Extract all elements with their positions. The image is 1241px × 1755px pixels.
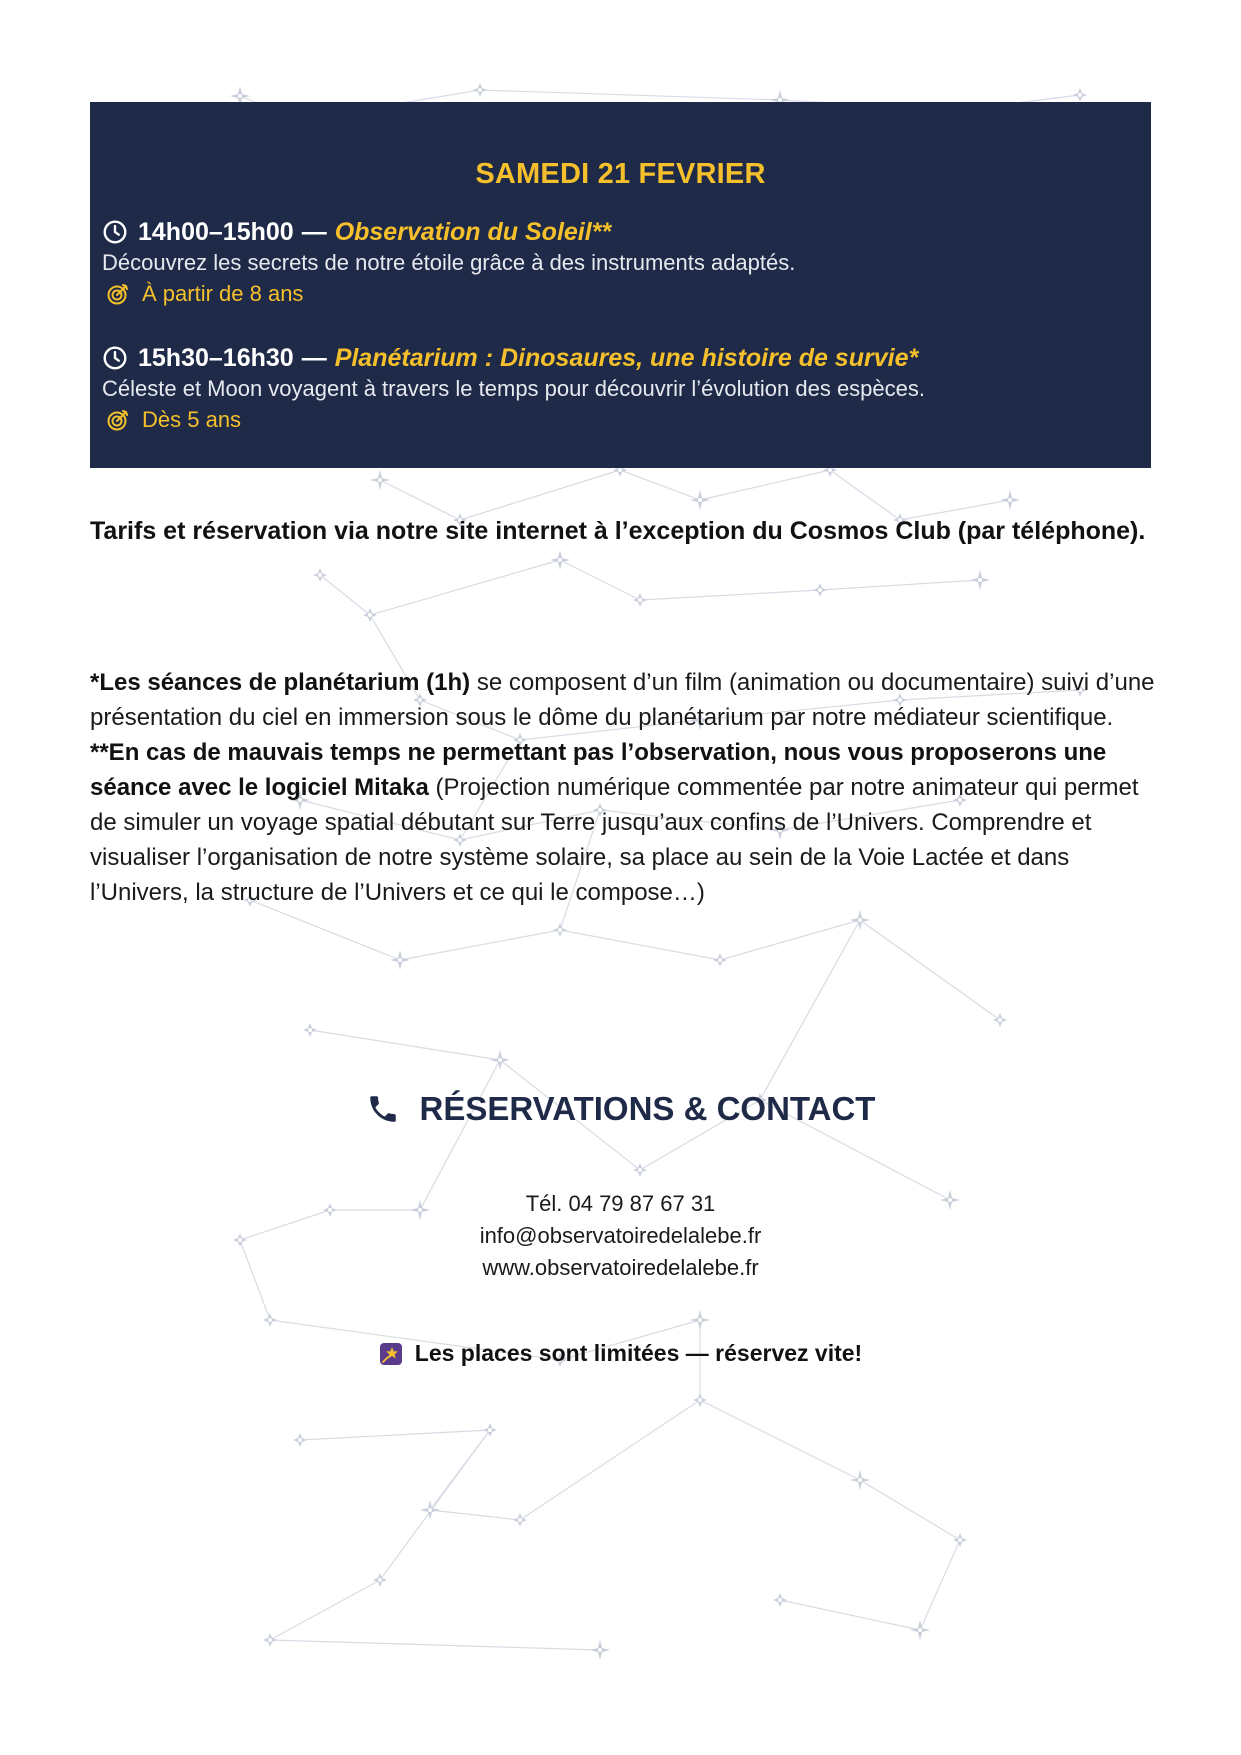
star-icon — [473, 83, 487, 97]
planetarium-note-bold: *Les séances de planétarium (1h) — [90, 669, 471, 696]
star-icon — [773, 1593, 787, 1607]
call-to-action — [0, 1340, 1241, 1367]
target-icon — [106, 408, 130, 432]
constellation-line — [780, 1600, 920, 1630]
constellation-line — [700, 1400, 860, 1480]
event-title: Planétarium : Dinosaures, une histoire de survie* — [334, 344, 919, 372]
star-icon — [953, 1533, 967, 1547]
star-icon — [1073, 88, 1087, 102]
star-icon — [633, 593, 647, 607]
star-icon — [263, 1313, 277, 1327]
star-icon — [373, 1573, 387, 1587]
email-link[interactable]: info@observatoiredelalebe.fr — [479, 1223, 762, 1248]
constellation-line — [320, 575, 370, 615]
target-icon — [106, 282, 130, 306]
constellation-line — [480, 90, 780, 100]
shooting-star-icon — [379, 1342, 403, 1366]
star-icon — [590, 1640, 610, 1660]
event-date-title: SAMEDI 21 FEVRIER — [475, 158, 766, 190]
star-icon — [690, 490, 710, 510]
weather-note-bold: **En cas de mauvais temps ne permettant pas l’observation, nous vous proposerons une séance avec le logiciel Mitaka — [90, 739, 1107, 801]
weather-note-text: (Projection numérique commentée par notre animateur qui permet de simuler un voyage spatial débutant sur Terre jusqu’aux confins de l’Univers. Comprendre et visualiser l’organisation de notre système solaire, sa place au sein de la Voie Lactée et dans l’Univers, la structure de l’Univers et ce qui le compose…) — [90, 774, 1139, 906]
constellation-line — [380, 1430, 490, 1580]
star-icon — [263, 1633, 277, 1647]
footnotes — [90, 665, 1160, 910]
star-icon — [483, 1423, 497, 1437]
event-header — [102, 342, 1139, 374]
star-icon — [713, 953, 727, 967]
star-icon — [813, 583, 827, 597]
event-separator: — — [301, 344, 327, 372]
event-description: Découvrez les secrets de notre étoile grâce à des instruments adaptés. — [102, 250, 796, 275]
star-icon — [293, 1433, 307, 1447]
constellation-line — [270, 1640, 600, 1650]
event-description: Céleste et Moon voyagent à travers le temps pour découvrir l’évolution des espèces. — [102, 376, 925, 401]
event-schedule-box — [90, 102, 1151, 468]
star-icon — [490, 1050, 510, 1070]
event-age-label: Dès 5 ans — [142, 407, 242, 432]
contact-details — [0, 1188, 1241, 1284]
star-icon — [370, 470, 390, 490]
star-icon — [850, 910, 870, 930]
clock-icon — [102, 219, 128, 245]
weather-note — [90, 735, 1160, 910]
phone-number[interactable]: Tél. 04 79 87 67 31 — [525, 1191, 716, 1216]
contact-title — [0, 1090, 1241, 1128]
star-icon — [390, 950, 410, 970]
constellation-line — [460, 470, 620, 520]
star-icon — [850, 1470, 870, 1490]
star-icon — [693, 1393, 707, 1407]
event-age-label: À partir de 8 ans — [142, 281, 304, 306]
constellation-line — [640, 590, 820, 600]
event-separator: — — [301, 218, 327, 246]
star-icon — [910, 1620, 930, 1640]
star-icon — [993, 1013, 1007, 1027]
constellation-line — [310, 1030, 500, 1060]
star-icon — [550, 550, 570, 570]
event-age — [102, 404, 1139, 436]
constellation-line — [920, 1540, 960, 1630]
star-icon — [633, 1163, 647, 1177]
constellation-line — [370, 560, 560, 615]
planetarium-note-text: se composent d’un film (animation ou documentaire) suivi d’une présentation du ciel en immersion sous le dôme du planétarium par notre médiateur scientifique. — [90, 669, 1155, 731]
star-icon — [513, 1513, 527, 1527]
constellation-line — [300, 1430, 490, 1440]
constellation-line — [400, 930, 560, 960]
event-item — [102, 216, 1139, 310]
constellation-line — [700, 470, 830, 500]
constellation-line — [270, 1580, 380, 1640]
event-header — [102, 216, 1139, 248]
event-time: 15h30–16h30 — [138, 344, 294, 372]
star-icon — [553, 923, 567, 937]
constellation-line — [560, 560, 640, 600]
website-link[interactable]: www.observatoiredelalebe.fr — [482, 1255, 759, 1280]
star-icon — [1000, 490, 1020, 510]
contact-title-label: RÉSERVATIONS & CONTACT — [419, 1090, 876, 1127]
constellation-line — [430, 1510, 520, 1520]
star-icon — [303, 1023, 317, 1037]
constellation-line — [620, 470, 700, 500]
event-time: 14h00–15h00 — [138, 218, 294, 246]
constellation-line — [820, 580, 980, 590]
event-age — [102, 278, 1139, 310]
constellation-line — [520, 1400, 700, 1520]
constellation-line — [860, 1480, 960, 1540]
constellation-line — [860, 920, 1000, 1020]
star-icon — [313, 568, 327, 582]
constellation-line — [760, 920, 860, 1100]
clock-icon — [102, 345, 128, 371]
constellation-line — [720, 920, 860, 960]
pricing-note: Tarifs et réservation via notre site internet à l’exception du Cosmos Club (par téléphone). — [90, 517, 1146, 545]
star-icon — [363, 608, 377, 622]
star-icon — [970, 570, 990, 590]
constellation-line — [830, 470, 900, 520]
phone-icon — [366, 1092, 400, 1126]
star-icon — [690, 1310, 710, 1330]
planetarium-note — [90, 665, 1160, 735]
cta-label: Les places sont limitées — réservez vite! — [414, 1340, 863, 1366]
event-title: Observation du Soleil** — [334, 218, 612, 246]
constellation-line — [560, 930, 720, 960]
event-item — [102, 342, 1139, 436]
